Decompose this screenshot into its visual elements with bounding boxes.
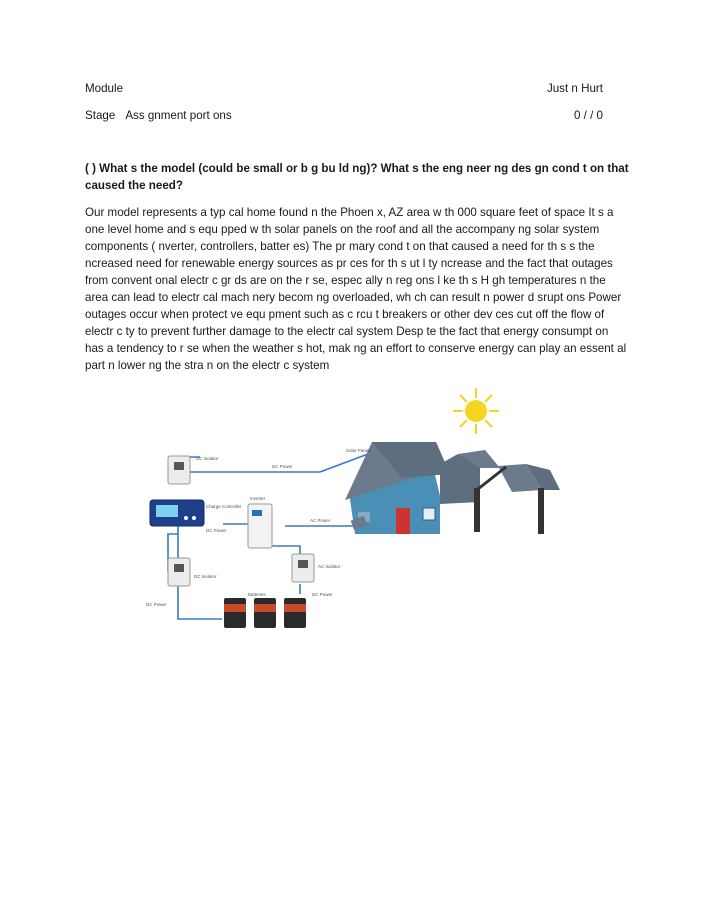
- label-charge-controller: Charge Controller: [206, 504, 242, 509]
- dc-isolator-top-icon: [168, 456, 190, 484]
- body-paragraph: Our model represents a typ cal home found n the Phoen x, AZ area w th 000 square feet of space It s a one level home and s equ pped w th solar panels on the roof and all the accompany ng solar system components ( nverter, controllers, batter es) The pr mary cond t on that caused a need for th s s the ncreased need for renewable energy sources as pr ces for th s ut l ty ncrease and the fact that outages from convent onal electr c gr ds are on the r se, espec ally n reg ons l ke th s H gh temperatures n the area can lead to electr cal mach nery becom ng overloaded, wh ch can result n power d srupt ons Power outages occur when protect ve equ pment such as c rcu t breakers or other dev ces cut off the flow of electr c ty to prevent further damage to the electr cal system Desp te the fact that energy consumpt on has a tendency to r se when the weather s hot, mak ng an effort to conserve energy can play an essent al part n lower ng the stra n on the electr c system: [85, 206, 627, 372]
- header-row-1: [85, 82, 603, 95]
- sun-icon: [453, 388, 499, 434]
- ac-isolator-icon: [292, 554, 314, 582]
- label-dc-isolator-left: DC Isolator: [194, 574, 217, 579]
- label-solar-panels: Solar Panels: [346, 448, 372, 453]
- header-row-2: [85, 109, 603, 122]
- stage-label: Stage: [85, 109, 116, 122]
- assignment-title: Ass gnment port ons: [125, 109, 232, 122]
- label-ac-isolator: AC Isolator: [318, 564, 341, 569]
- dc-isolator-left-icon: [168, 558, 190, 586]
- label-dc-power-batt: DC Power: [312, 592, 333, 597]
- label-dc-power-top: DC Power: [272, 464, 293, 469]
- label-batteries: Batteries: [248, 592, 266, 597]
- house-icon: [345, 442, 560, 534]
- solar-system-diagram: [140, 384, 580, 654]
- label-ac-power: AC Power: [310, 518, 331, 523]
- date: 0 / / 0: [573, 109, 603, 122]
- label-dc-power-left: DC Power: [206, 528, 227, 533]
- question-heading: ( ) What s the model (could be small or b g bu ld ng)? What s the eng neer ng des gn cond t on that caused the need?: [85, 162, 629, 192]
- author-name: Just n Hurt: [546, 82, 603, 95]
- stage-group: [85, 109, 242, 122]
- label-inverter: Inverter: [250, 496, 266, 501]
- inverter-icon: [248, 504, 272, 548]
- charge-controller-icon: [150, 500, 204, 526]
- label-dc-power-bottom: DC Power: [146, 602, 167, 607]
- label-dc-isolator-top: DC Isolator: [196, 456, 219, 461]
- module-label: Module: [85, 82, 124, 95]
- batteries-icon: [224, 598, 306, 628]
